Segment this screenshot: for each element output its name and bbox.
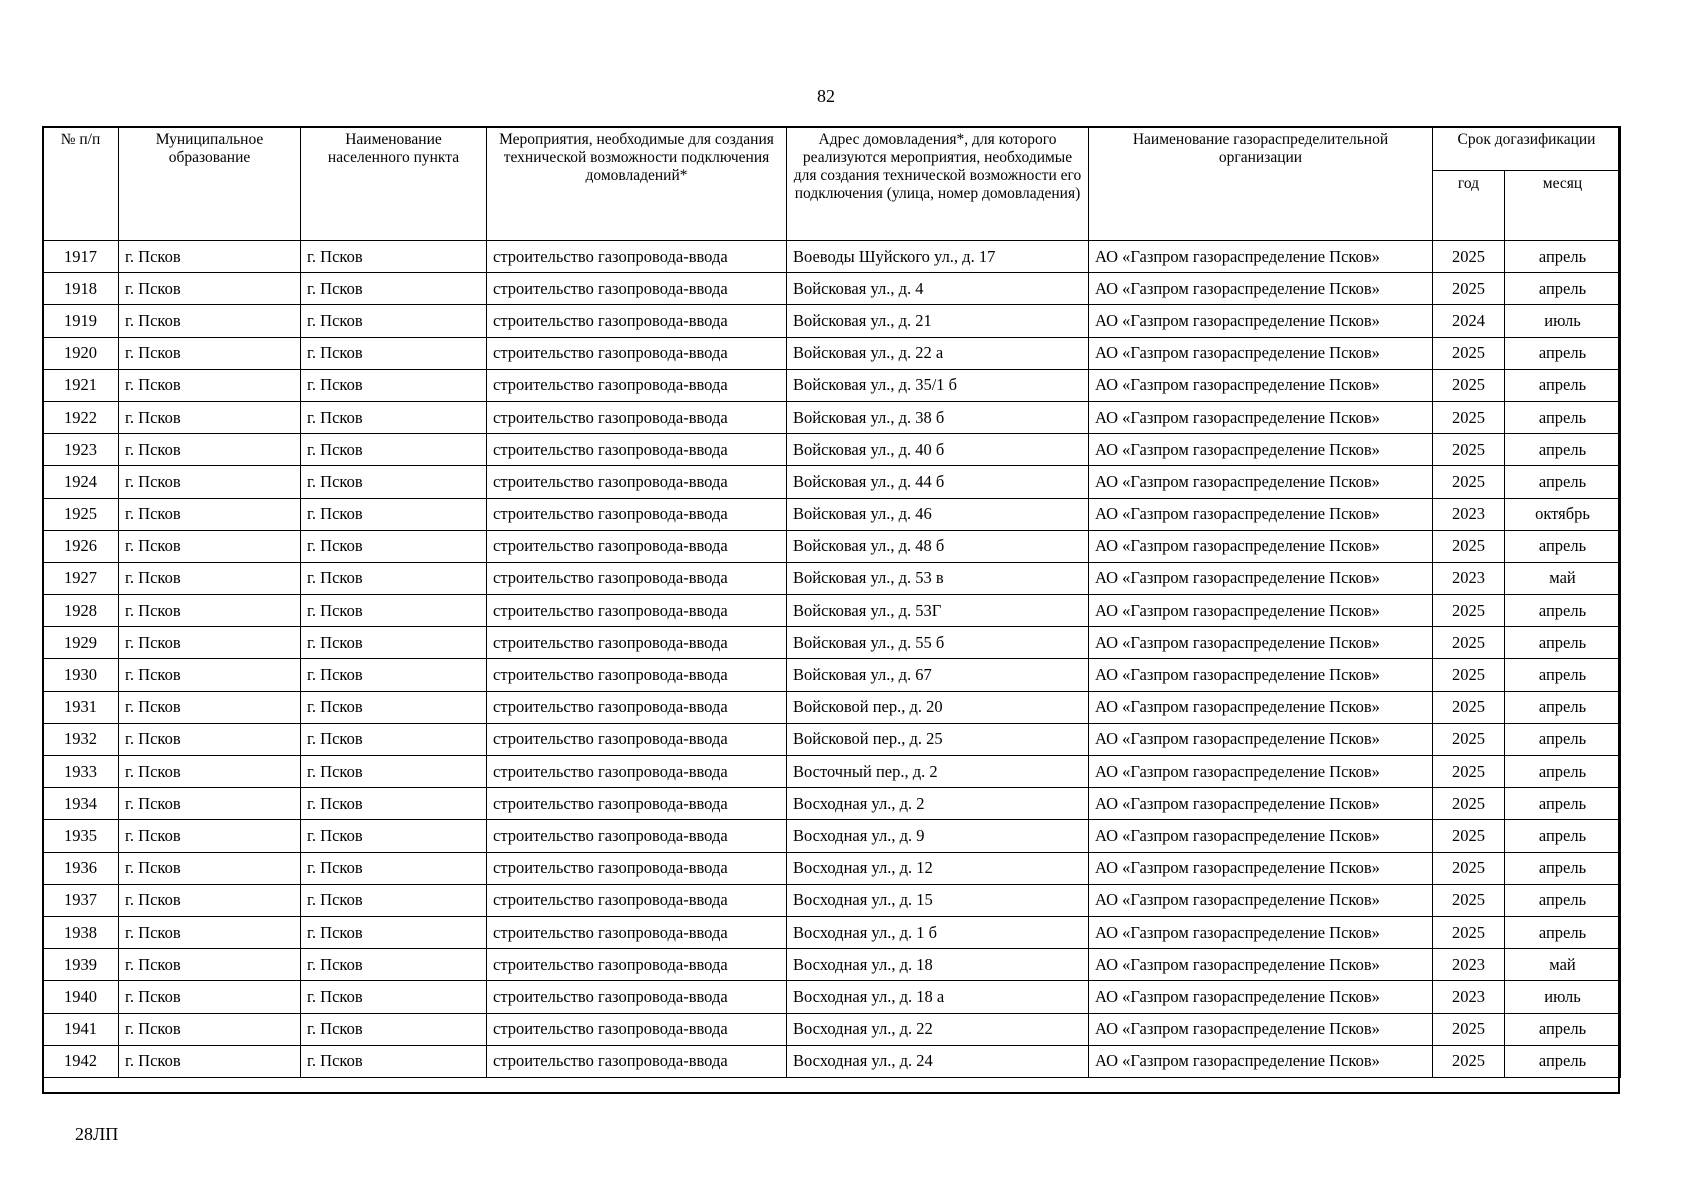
header-num: № п/п [43,127,119,241]
row-number: 1924 [43,466,119,498]
measure-cell: строительство газопровода-ввода [487,401,787,433]
measure-cell: строительство газопровода-ввода [487,241,787,273]
locality-cell: г. Псков [301,981,487,1013]
locality-cell: г. Псков [301,627,487,659]
municipality-cell: г. Псков [119,981,301,1013]
measure-cell: строительство газопровода-ввода [487,949,787,981]
measure-cell: строительство газопровода-ввода [487,369,787,401]
locality-cell: г. Псков [301,723,487,755]
gasification-table [42,126,1621,1078]
month-cell: май [1505,949,1621,981]
row-number: 1936 [43,852,119,884]
municipality-cell: г. Псков [119,756,301,788]
measure-cell: строительство газопровода-ввода [487,756,787,788]
measure-cell: строительство газопровода-ввода [487,981,787,1013]
municipality-cell: г. Псков [119,884,301,916]
year-cell: 2025 [1433,530,1505,562]
organization-cell: АО «Газпром газораспределение Псков» [1089,369,1433,401]
municipality-cell: г. Псков [119,691,301,723]
table-row [43,723,1621,755]
organization-cell: АО «Газпром газораспределение Псков» [1089,241,1433,273]
year-cell: 2025 [1433,273,1505,305]
locality-cell: г. Псков [301,820,487,852]
organization-cell: АО «Газпром газораспределение Псков» [1089,916,1433,948]
measure-cell: строительство газопровода-ввода [487,884,787,916]
locality-cell: г. Псков [301,466,487,498]
header-year: год [1433,171,1505,241]
municipality-cell: г. Псков [119,1045,301,1077]
organization-cell: АО «Газпром газораспределение Псков» [1089,530,1433,562]
year-cell: 2023 [1433,498,1505,530]
row-number: 1928 [43,595,119,627]
year-cell: 2023 [1433,562,1505,594]
row-number: 1942 [43,1045,119,1077]
row-number: 1926 [43,530,119,562]
row-number: 1931 [43,691,119,723]
month-cell: апрель [1505,1013,1621,1045]
municipality-cell: г. Псков [119,305,301,337]
measure-cell: строительство газопровода-ввода [487,627,787,659]
table-row [43,820,1621,852]
row-number: 1922 [43,401,119,433]
locality-cell: г. Псков [301,949,487,981]
measure-cell: строительство газопровода-ввода [487,562,787,594]
address-cell: Войсковая ул., д. 38 б [787,401,1089,433]
year-cell: 2025 [1433,369,1505,401]
month-cell: октябрь [1505,498,1621,530]
address-cell: Войсковая ул., д. 44 б [787,466,1089,498]
municipality-cell: г. Псков [119,595,301,627]
locality-cell: г. Псков [301,788,487,820]
address-cell: Воеводы Шуйского ул., д. 17 [787,241,1089,273]
measure-cell: строительство газопровода-ввода [487,305,787,337]
year-cell: 2025 [1433,691,1505,723]
table-row [43,337,1621,369]
measure-cell: строительство газопровода-ввода [487,659,787,691]
month-cell: апрель [1505,595,1621,627]
month-cell: июль [1505,981,1621,1013]
organization-cell: АО «Газпром газораспределение Псков» [1089,305,1433,337]
year-cell: 2025 [1433,1045,1505,1077]
measure-cell: строительство газопровода-ввода [487,820,787,852]
locality-cell: г. Псков [301,369,487,401]
address-cell: Войсковая ул., д. 53Г [787,595,1089,627]
table-row [43,562,1621,594]
locality-cell: г. Псков [301,691,487,723]
organization-cell: АО «Газпром газораспределение Псков» [1089,401,1433,433]
table-row [43,659,1621,691]
locality-cell: г. Псков [301,273,487,305]
municipality-cell: г. Псков [119,434,301,466]
organization-cell: АО «Газпром газораспределение Псков» [1089,1045,1433,1077]
locality-cell: г. Псков [301,337,487,369]
municipality-cell: г. Псков [119,466,301,498]
header-deadline: Срок догазификации [1433,127,1621,171]
row-number: 1930 [43,659,119,691]
measure-cell: строительство газопровода-ввода [487,723,787,755]
municipality-cell: г. Псков [119,788,301,820]
measure-cell: строительство газопровода-ввода [487,337,787,369]
footer-code: 28ЛП [75,1124,119,1144]
measure-cell: строительство газопровода-ввода [487,691,787,723]
month-cell: апрель [1505,916,1621,948]
year-cell: 2025 [1433,241,1505,273]
address-cell: Войсковой пер., д. 25 [787,723,1089,755]
municipality-cell: г. Псков [119,723,301,755]
table-row [43,691,1621,723]
organization-cell: АО «Газпром газораспределение Псков» [1089,498,1433,530]
row-number: 1934 [43,788,119,820]
organization-cell: АО «Газпром газораспределение Псков» [1089,949,1433,981]
measure-cell: строительство газопровода-ввода [487,498,787,530]
organization-cell: АО «Газпром газораспределение Псков» [1089,434,1433,466]
row-number: 1925 [43,498,119,530]
table-row [43,401,1621,433]
address-cell: Войсковая ул., д. 48 б [787,530,1089,562]
address-cell: Войсковая ул., д. 53 в [787,562,1089,594]
year-cell: 2025 [1433,1013,1505,1045]
month-cell: апрель [1505,466,1621,498]
table-row [43,241,1621,273]
row-number: 1940 [43,981,119,1013]
address-cell: Восходная ул., д. 15 [787,884,1089,916]
year-cell: 2025 [1433,820,1505,852]
header-address: Адрес домовладения*, для которого реализуются мероприятия, необходимые для создания технической возможности его подключения (улица, номер домовладения) [787,127,1089,241]
year-cell: 2023 [1433,949,1505,981]
row-number: 1939 [43,949,119,981]
locality-cell: г. Псков [301,659,487,691]
row-number: 1933 [43,756,119,788]
table-row [43,788,1621,820]
municipality-cell: г. Псков [119,530,301,562]
year-cell: 2025 [1433,852,1505,884]
locality-cell: г. Псков [301,852,487,884]
municipality-cell: г. Псков [119,337,301,369]
month-cell: апрель [1505,820,1621,852]
year-cell: 2025 [1433,466,1505,498]
locality-cell: г. Псков [301,1045,487,1077]
month-cell: апрель [1505,691,1621,723]
table-row [43,627,1621,659]
organization-cell: АО «Газпром газораспределение Псков» [1089,691,1433,723]
municipality-cell: г. Псков [119,949,301,981]
municipality-cell: г. Псков [119,852,301,884]
measure-cell: строительство газопровода-ввода [487,466,787,498]
year-cell: 2025 [1433,659,1505,691]
organization-cell: АО «Газпром газораспределение Псков» [1089,466,1433,498]
address-cell: Войсковая ул., д. 21 [787,305,1089,337]
address-cell: Восходная ул., д. 24 [787,1045,1089,1077]
address-cell: Войсковая ул., д. 40 б [787,434,1089,466]
row-number: 1918 [43,273,119,305]
year-cell: 2025 [1433,916,1505,948]
organization-cell: АО «Газпром газораспределение Псков» [1089,273,1433,305]
month-cell: апрель [1505,884,1621,916]
month-cell: апрель [1505,434,1621,466]
address-cell: Восходная ул., д. 12 [787,852,1089,884]
locality-cell: г. Псков [301,916,487,948]
municipality-cell: г. Псков [119,1013,301,1045]
organization-cell: АО «Газпром газораспределение Псков» [1089,595,1433,627]
organization-cell: АО «Газпром газораспределение Псков» [1089,562,1433,594]
municipality-cell: г. Псков [119,627,301,659]
year-cell: 2025 [1433,401,1505,433]
table-row [43,434,1621,466]
row-number: 1935 [43,820,119,852]
locality-cell: г. Псков [301,595,487,627]
municipality-cell: г. Псков [119,562,301,594]
municipality-cell: г. Псков [119,369,301,401]
locality-cell: г. Псков [301,241,487,273]
header-locality: Наименование населенного пункта [301,127,487,241]
address-cell: Восходная ул., д. 18 [787,949,1089,981]
month-cell: апрель [1505,627,1621,659]
month-cell: апрель [1505,530,1621,562]
year-cell: 2023 [1433,981,1505,1013]
locality-cell: г. Псков [301,562,487,594]
organization-cell: АО «Газпром газораспределение Псков» [1089,981,1433,1013]
address-cell: Войсковая ул., д. 22 а [787,337,1089,369]
locality-cell: г. Псков [301,401,487,433]
table-row [43,884,1621,916]
measure-cell: строительство газопровода-ввода [487,1045,787,1077]
locality-cell: г. Псков [301,530,487,562]
year-cell: 2025 [1433,884,1505,916]
measure-cell: строительство газопровода-ввода [487,530,787,562]
municipality-cell: г. Псков [119,659,301,691]
row-number: 1938 [43,916,119,948]
address-cell: Восходная ул., д. 9 [787,820,1089,852]
row-number: 1929 [43,627,119,659]
month-cell: май [1505,562,1621,594]
organization-cell: АО «Газпром газораспределение Псков» [1089,659,1433,691]
measure-cell: строительство газопровода-ввода [487,788,787,820]
table-row [43,595,1621,627]
table-row [43,1013,1621,1045]
header-measures: Мероприятия, необходимые для создания технической возможности подключения домовладений* [487,127,787,241]
year-cell: 2025 [1433,723,1505,755]
year-cell: 2024 [1433,305,1505,337]
month-cell: апрель [1505,337,1621,369]
month-cell: апрель [1505,401,1621,433]
municipality-cell: г. Псков [119,498,301,530]
organization-cell: АО «Газпром газораспределение Псков» [1089,756,1433,788]
measure-cell: строительство газопровода-ввода [487,595,787,627]
organization-cell: АО «Газпром газораспределение Псков» [1089,852,1433,884]
table-row [43,1045,1621,1077]
row-number: 1921 [43,369,119,401]
address-cell: Войсковая ул., д. 4 [787,273,1089,305]
locality-cell: г. Псков [301,434,487,466]
table-row [43,466,1621,498]
row-number: 1941 [43,1013,119,1045]
table-row [43,756,1621,788]
table-row [43,305,1621,337]
organization-cell: АО «Газпром газораспределение Псков» [1089,337,1433,369]
table-row [43,273,1621,305]
address-cell: Восходная ул., д. 22 [787,1013,1089,1045]
year-cell: 2025 [1433,434,1505,466]
month-cell: апрель [1505,723,1621,755]
measure-cell: строительство газопровода-ввода [487,273,787,305]
municipality-cell: г. Псков [119,241,301,273]
organization-cell: АО «Газпром газораспределение Псков» [1089,723,1433,755]
row-number: 1937 [43,884,119,916]
month-cell: апрель [1505,369,1621,401]
row-number: 1923 [43,434,119,466]
month-cell: апрель [1505,273,1621,305]
measure-cell: строительство газопровода-ввода [487,434,787,466]
organization-cell: АО «Газпром газораспределение Псков» [1089,820,1433,852]
header-municipality: Муниципальное образование [119,127,301,241]
address-cell: Восходная ул., д. 1 б [787,916,1089,948]
organization-cell: АО «Газпром газораспределение Псков» [1089,627,1433,659]
row-number: 1917 [43,241,119,273]
year-cell: 2025 [1433,337,1505,369]
measure-cell: строительство газопровода-ввода [487,1013,787,1045]
address-cell: Восходная ул., д. 2 [787,788,1089,820]
locality-cell: г. Псков [301,884,487,916]
table-row [43,981,1621,1013]
page-number: 82 [817,86,835,106]
month-cell: апрель [1505,756,1621,788]
address-cell: Войсковая ул., д. 46 [787,498,1089,530]
locality-cell: г. Псков [301,756,487,788]
address-cell: Восходная ул., д. 18 а [787,981,1089,1013]
address-cell: Войсковая ул., д. 55 б [787,627,1089,659]
table-row [43,530,1621,562]
organization-cell: АО «Газпром газораспределение Псков» [1089,1013,1433,1045]
address-cell: Войсковой пер., д. 20 [787,691,1089,723]
locality-cell: г. Псков [301,1013,487,1045]
locality-cell: г. Псков [301,498,487,530]
address-cell: Войсковая ул., д. 67 [787,659,1089,691]
municipality-cell: г. Псков [119,401,301,433]
municipality-cell: г. Псков [119,916,301,948]
table-row [43,949,1621,981]
month-cell: апрель [1505,1045,1621,1077]
month-cell: апрель [1505,241,1621,273]
table-row [43,916,1621,948]
month-cell: апрель [1505,852,1621,884]
measure-cell: строительство газопровода-ввода [487,852,787,884]
table-row [43,369,1621,401]
measure-cell: строительство газопровода-ввода [487,916,787,948]
month-cell: апрель [1505,659,1621,691]
month-cell: июль [1505,305,1621,337]
year-cell: 2025 [1433,756,1505,788]
organization-cell: АО «Газпром газораспределение Псков» [1089,884,1433,916]
year-cell: 2025 [1433,627,1505,659]
year-cell: 2025 [1433,595,1505,627]
row-number: 1927 [43,562,119,594]
organization-cell: АО «Газпром газораспределение Псков» [1089,788,1433,820]
header-organization: Наименование газораспределительной организации [1089,127,1433,241]
table-row [43,852,1621,884]
header-month: месяц [1505,171,1621,241]
address-cell: Войсковая ул., д. 35/1 б [787,369,1089,401]
locality-cell: г. Псков [301,305,487,337]
table-row [43,498,1621,530]
address-cell: Восточный пер., д. 2 [787,756,1089,788]
municipality-cell: г. Псков [119,820,301,852]
row-number: 1919 [43,305,119,337]
municipality-cell: г. Псков [119,273,301,305]
month-cell: апрель [1505,788,1621,820]
row-number: 1932 [43,723,119,755]
row-number: 1920 [43,337,119,369]
table-body [43,241,1621,1078]
year-cell: 2025 [1433,788,1505,820]
